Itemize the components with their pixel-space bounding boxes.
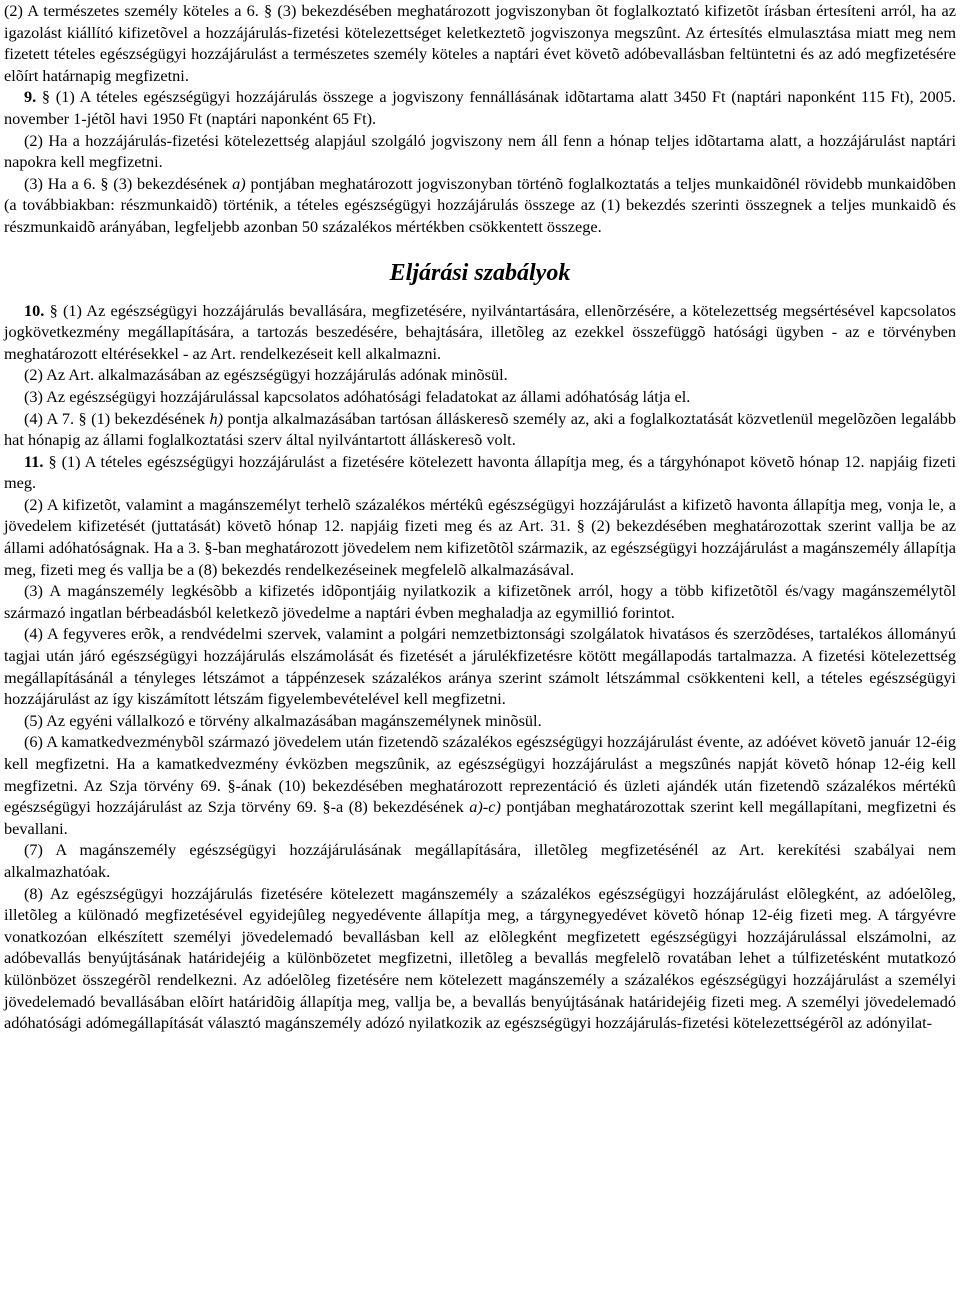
section-9-1 <box>4 86 956 129</box>
paragraph-8-2 <box>4 0 956 86</box>
section-10-2 <box>4 364 956 386</box>
italic-reference: a)-c) <box>469 797 501 817</box>
section-number: 9. <box>24 87 37 107</box>
section-11-7 <box>4 839 956 882</box>
section-heading: Eljárási szabályok <box>389 259 571 286</box>
section-9-3 <box>4 173 956 238</box>
paragraph-text: (3) Az egészségügyi hozzájárulással kapcsolatos adóhatósági feladatokat az állami adóhatóság látja el. <box>24 386 691 406</box>
paragraph-text: § (1) A tételes egészségügyi hozzájárulás összege a jogviszony fennállásának idõtartama alatt 3450 Ft (naptári naponként 115 Ft), 2005. november 1-jétõl havi 1950 Ft (naptári naponként 65 Ft). <box>4 87 956 128</box>
paragraph-text: pontjában meghatározott jogviszonyban történõ foglalkoztatás a teljes munkaidõnél rövidebb munkaidõben (a továbbiakban: részmunkaidõ) történik, a tételes egészségügyi hozzájárulás összege az (1) bekezdés szerinti összegnek a teljes munkaidõ és részmunkaidõ arányában, legfeljebb azonban 50 százalékos mértékben csökkentett összege. <box>4 173 956 236</box>
paragraph-text: pontjában meghatározottak szerint kell megállapítani, megfizetni és bevallani. <box>4 797 957 838</box>
section-11-1 <box>4 451 956 494</box>
paragraph-text: (2) A természetes személy köteles a 6. § (3) bekezdésében meghatározott jogviszonyban õt foglalkoztató kifizetõt írásban értesíteni arról, ha az igazolást kiállító kifizetõvel a hozzájárulás-fizetési kötelezettséget keletkeztetõ jogviszonya megszûnt. Az értesítés elmulasztása miatt meg nem fizetett tételes egészségügyi hozzájárulást a természetes személy köteles a naptári évet követõ adóbevallásban feltüntetni és az adó megfizetésére elõírt határnapig megfizetni. <box>4 1 956 85</box>
section-number: 11. <box>24 451 44 471</box>
section-11-6 <box>4 731 956 839</box>
section-number: 10. <box>24 300 45 320</box>
section-9-2 <box>4 130 956 173</box>
section-10-4 <box>4 408 956 451</box>
paragraph-text: (4) A fegyveres erõk, a rendvédelmi szervek, valamint a polgári nemzetbiztonsági szolgálatok hivatásos és szerzõdéses, tartalékos állományú tagjai után járó egészségügyi hozzájárulás elszámolását és fizetését a járulékfizetésre kötött megállapodás tartalmazza. A fizetési kötelezettség megállapításánál a tényleges létszámot a táppénzesek százalékos aránya szerint számolt létszámmal csökkenteni kell, a tételes egészségügyi hozzájárulást az így kiszámított létszám figyelembevételével kell megfizetni. <box>4 624 956 709</box>
paragraph-text: (8) Az egészségügyi hozzájárulás fizetésére kötelezett magánszemély a százalékos egészségügyi hozzájárulást elõlegként, az adóelõleg, illetõleg a különadó megfizetésével egyidejûleg negyedévente állapítja meg, a tárgynegyedévet követõ hónap 12-éig fizeti meg. A tárgyévre vonatkozóan elkészített személyi jövedelemadó bevallásban kell az elõlegként megfizetett egészségügyi hozzájárulással elszámolni, az adóbevallás benyújtásának határidejéig a különbözetet megfizetni, illetõleg a bevallás megfelelõ rovatában lehet a túlfizetésként mutatkozó különbözet összegérõl rendelkezni. Az adóelõleg fizetésére nem kötelezett magánszemély a százalékos egészségügyi hozzájárulást a személyi jövedelemadó bevallásában elõírt határidõig állapítja meg, vallja be, a bevallás benyújtásának határidejéig fizeti meg. A személyi jövedelemadó adóhatósági adómegállapítását választó magánszemély adózó nyilatkozik az egészségügyi hozzájárulás-fizetési kötelezettségérõl az adónyilat- <box>4 883 956 1033</box>
paragraph-text: (3) A magánszemély legkésõbb a kifizetés idõpontjáig nyilatkozik a kifizetõnek arról, hogy a több kifizetõtõl és/vagy magánszemélytõl származó ingatlan bérbeadásból keletkezõ jövedelme a naptári évben meghaladja az egymillió forintot. <box>4 581 956 622</box>
paragraph-text: § (1) Az egészségügyi hozzájárulás bevallására, megfizetésére, nyilvántartására, ellenõrzésére, a kötelezettség megsértésével kapcsolatos jogkövetkezmény megállapítására, a tartozás beszedésére, behajtására, illetõleg az ezekkel összefüggõ hatósági ügyben - az e törvényben meghatározott eltérésekkel - az Art. rendelkezéseit kell alkalmazni. <box>4 300 956 363</box>
paragraph-text: (2) Az Art. alkalmazásában az egészségügyi hozzájárulás adónak minõsül. <box>24 365 508 385</box>
paragraph-text: (5) Az egyéni vállalkozó e törvény alkalmazásában magánszemélynek minõsül. <box>24 710 542 730</box>
paragraph-text: (7) A magánszemély egészségügyi hozzájárulásának megállapítására, illetõleg megfizetésénél az Art. kerekítési szabályai nem alkalmazhatóak. <box>4 840 956 881</box>
section-11-4 <box>4 623 956 709</box>
paragraph-text: pontja alkalmazásában tartósan álláskeresõ személy az, aki a foglalkoztatását közvetlenül megelõzõen legalább hat hónapig az állami foglalkoztatási szerv által nyilvántartott álláskeresõ volt. <box>4 408 956 450</box>
italic-reference: h) <box>209 408 224 428</box>
paragraph-text: (3) Ha a 6. § (3) bekezdésének <box>24 173 233 193</box>
paragraph-text: (4) A 7. § (1) bekezdésének <box>24 408 210 428</box>
paragraph-text: (2) Ha a hozzájárulás-fizetési kötelezettség alapjául szolgáló jogviszony nem áll fenn a hónap teljes idõtartama alatt, a hozzájárulást naptári napokra kell megfizetni. <box>4 130 956 172</box>
italic-reference: a) <box>232 173 246 193</box>
paragraph-text: (2) A kifizetõt, valamint a magánszemélyt terhelõ százalékos mértékû egészségügyi hozzájárulást a kifizetõ havonta állapítja meg, vonja le, a jövedelem kifizetését (juttatását) követõ hónap 12. napjáig fizeti meg és az Art. 31. § (2) bekezdésében meghatározottak szerint vallja be az állami adóhatóságnak. Ha a 3. §-ban meghatározott jövedelem nem kifizetõtõl származik, az egészségügyi hozzájárulást a magánszemély állapítja meg, fizeti meg és vallja be a (8) bekezdés rendelkezéseinek megfelelõ alkalmazásával. <box>4 494 956 579</box>
paragraph-text: (6) A kamatkedvezménybõl származó jövedelem után fizetendõ százalékos egészségügyi hozzájárulást évente, az adóévet követõ január 12-éig kell megfizetni. Ha a kamatkedvezmény évközben megszûnik, az egészségügyi hozzájárulást a megszûnés napját követõ hónap 12-éig kell megfizetni. Az Szja törvény 69. §-ának (10) bekezdésében meghatározott reprezentáció és üzleti ajándék után fizetendõ százalékos mértékû egészségügyi hozzájárulást az Szja törvény 69. §-a (8) bekezdésének <box>4 732 956 817</box>
paragraph-text: § (1) A tételes egészségügyi hozzájárulást a fizetésére kötelezett havonta állapítja meg, és a tárgyhónapot követõ hónap 12. napjáig fizeti meg. <box>4 451 956 493</box>
section-10-1 <box>4 300 956 365</box>
section-11-3 <box>4 580 956 623</box>
section-11-5 <box>4 710 956 732</box>
section-10-3 <box>4 386 956 408</box>
section-11-2 <box>4 494 956 580</box>
section-11-8 <box>4 883 956 1034</box>
